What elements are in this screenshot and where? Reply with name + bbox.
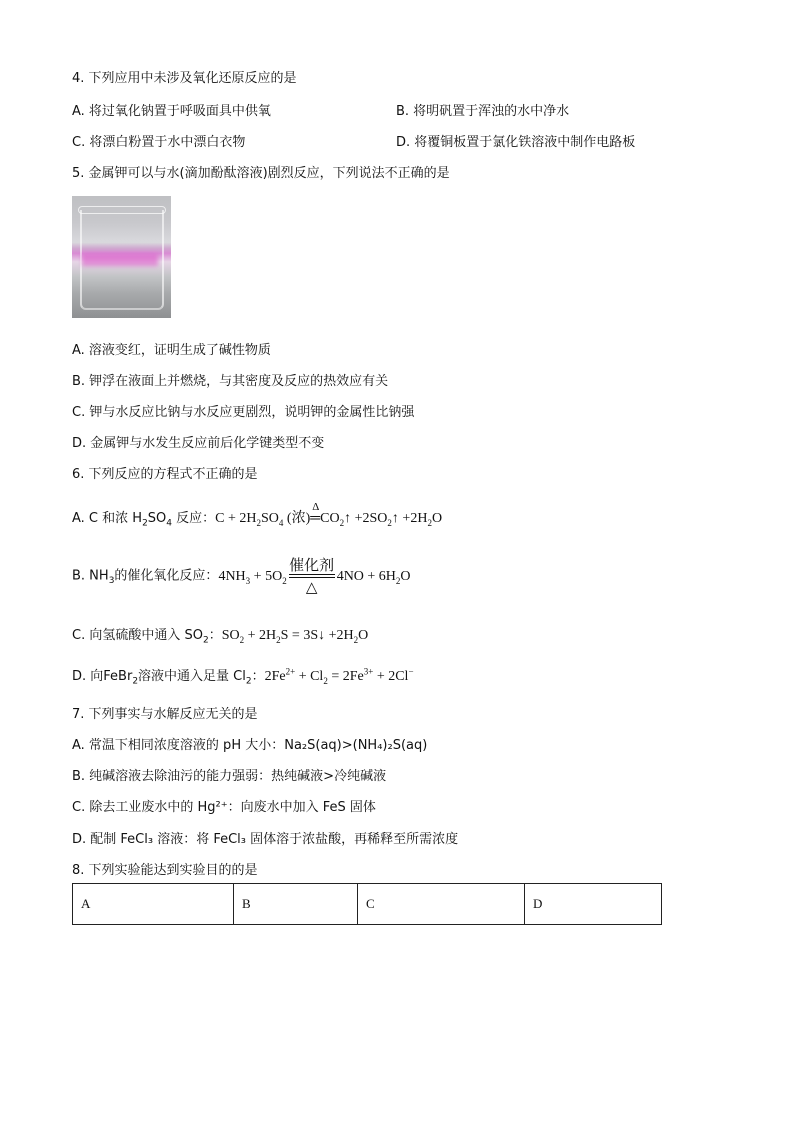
beaker-photo — [72, 196, 171, 318]
q8-cell-d: D — [525, 884, 662, 925]
q7-option-d: D. 配制 FeCl₃ 溶液：将 FeCl₃ 固体溶于浓盐酸，再稀释至所需浓度 — [72, 832, 459, 847]
q7-option-a: A. 常温下相同浓度溶液的 pH 大小：Na₂S(aq)>(NH₄)₂S(aq) — [72, 738, 428, 753]
q4-option-b: B. 将明矾置于浑浊的水中净水 — [396, 104, 570, 119]
q5-option-c: C. 钾与水反应比钠与水反应更剧烈，说明钾的金属性比钠强 — [72, 405, 415, 420]
q4-option-d: D. 将覆铜板置于氯化铁溶液中制作电路板 — [396, 135, 636, 150]
q5-stem: 5. 金属钾可以与水(滴加酚酞溶液)剧烈反应，下列说法不正确的是 — [72, 166, 450, 181]
q4-option-a: A. 将过氧化钠置于呼吸面具中供氧 — [72, 104, 271, 119]
q6-option-b: B. $NH_3$的催化氧化反应：$4NH_3 + 5O_2$ $\frac{\text{催化剂}}{\triangle}$ $4NO + 6H_2O$ — [72, 556, 411, 596]
q7-stem: 7. 下列事实与水解反应无关的是 — [72, 707, 258, 722]
q7-option-b: B. 纯碱溶液去除油污的能力强弱：热纯碱液>冷纯碱液 — [72, 769, 387, 784]
q8-cell-a: A — [73, 884, 234, 925]
q8-cell-c: C — [358, 884, 525, 925]
q5-option-a: A. 溶液变红，证明生成了碱性物质 — [72, 343, 271, 358]
q6-option-a: A. C 和浓 $H_2SO_4$ 反应：$C + 2H_2SO_4$ (浓) Δ $═CO_2↑$ $+2SO_2↑ +2H_2O$ — [72, 501, 443, 529]
q4-stem: 4. 下列应用中未涉及氧化还原反应的是 — [72, 71, 297, 86]
q8-stem: 8. 下列实验能达到实验目的的是 — [72, 863, 258, 878]
q8-choice-table — [72, 883, 662, 925]
q5-option-d: D. 金属钾与水发生反应前后化学键类型不变 — [72, 436, 325, 451]
q8-cell-b: B — [234, 884, 358, 925]
catalyst-condition: $\frac{\text{催化剂}}{\triangle}$ — [289, 556, 335, 596]
q6-option-d: D. 向FeBr$_2$溶液中通入足量 $Cl_2$：$2Fe^{2+} + Cl_2 = 2Fe^{3+} + 2Cl^-$ — [72, 666, 414, 687]
q4-option-c: C. 将漂白粉置于水中漂白衣物 — [72, 135, 246, 150]
q5-option-b: B. 钾浮在液面上并燃烧，与其密度及反应的热效应有关 — [72, 374, 389, 389]
q7-option-c: C. 除去工业废水中的 Hg²⁺：向废水中加入 FeS 固体 — [72, 800, 376, 815]
q6-stem: 6. 下列反应的方程式不正确的是 — [72, 467, 258, 482]
q6-option-c: C. 向氢硫酸中通入 $SO_2$：$SO_2 + 2H_2S$ = 3S↓ $+2H_2O$ — [72, 628, 369, 646]
